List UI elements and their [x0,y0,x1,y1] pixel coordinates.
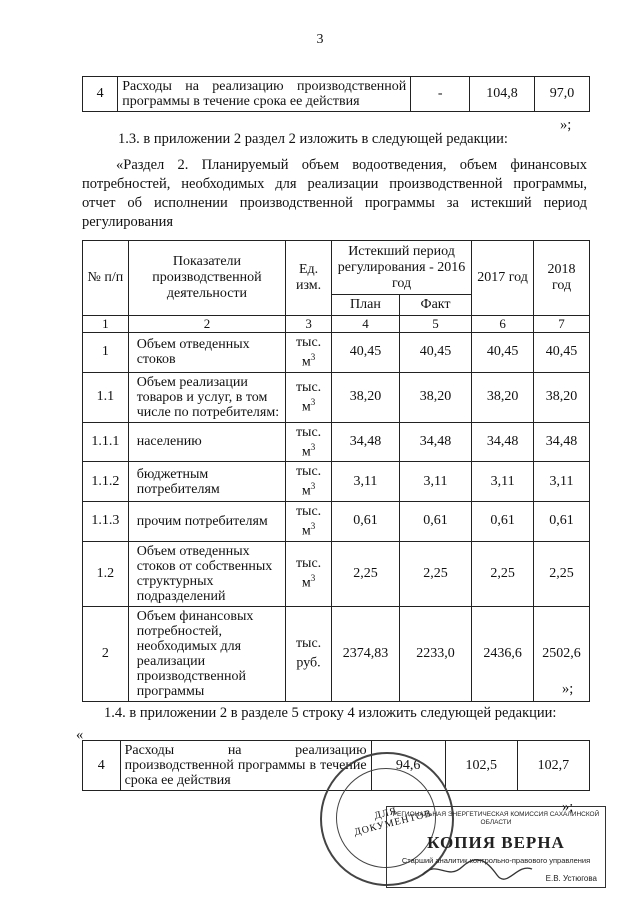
table-row [83,462,590,502]
header-plan: План [331,295,399,316]
col-number: 7 [534,316,590,333]
cell-value: 94,6 [371,741,445,791]
table-header-row [83,241,590,295]
item-1-3: 1.3. в приложении 2 раздел 2 изложить в следующей редакции: [118,131,508,147]
table-row [83,372,590,422]
quote-close: »; [562,681,574,697]
unit-text: тыс. м [295,335,322,370]
row-name: бюджетным потребителям [128,462,285,502]
quote-close: »; [562,799,574,815]
table-row [83,333,590,373]
cell-2018: 0,61 [534,501,590,541]
stamp-title: КОПИЯ ВЕРНА [427,833,565,852]
section-text: «Раздел 2. Планируемый объем водоотведения, объем финансовых потребностей, необходимых для реализации производственной программы, отчет об исполнении производственной программы за истекший период регулирования [82,157,587,230]
page-number: 3 [316,32,324,47]
cell-plan: 2374,83 [331,606,399,701]
unit-superscript: 3 [310,520,316,531]
table-row [83,606,590,701]
unit-text: тыс. м [295,503,322,539]
unit-superscript: 3 [310,573,316,584]
row-number: 1 [83,333,129,373]
col-number: 6 [472,316,534,333]
row-unit [286,462,332,502]
quote-open: « [76,727,84,743]
table-row [83,422,590,462]
cell-2017: 38,20 [472,372,534,422]
row-name: населению [128,422,285,462]
cell-2017: 40,45 [472,333,534,373]
row-number: 1.1.1 [83,422,129,462]
cell-2018: 3,11 [534,462,590,502]
cell-plan: 34,48 [331,422,399,462]
row-unit [286,333,332,373]
row-unit [286,606,332,701]
row-number: 1.1.3 [83,501,129,541]
header-2018: 2018 год [534,241,590,316]
table-row [83,77,590,112]
header-name: Показатели производственной деятельности [128,241,285,316]
row-number: 1.1.2 [83,462,129,502]
col-number: 2 [128,316,285,333]
cell-value: 97,0 [534,77,589,112]
row-unit [286,501,332,541]
unit-text: тыс. м [295,379,322,415]
row-number: 1.2 [83,541,129,606]
column-numbers-row [83,316,590,333]
unit-text: тыс. м [295,464,322,499]
header-2017: 2017 год [472,241,534,316]
row-unit [286,541,332,606]
col-number: 4 [331,316,399,333]
cell-2017: 0,61 [472,501,534,541]
cell-2017: 2436,6 [472,606,534,701]
row-name: прочим потребителям [128,501,285,541]
row-name: Объем отведенных стоков [128,333,285,373]
header-period: Истекший период регулирования - 2016 год [331,241,471,295]
signature-icon [417,857,537,883]
row-number: 4 [83,77,118,112]
table-row [83,541,590,606]
cell-value: 102,5 [445,741,517,791]
row-name: Расходы на реализацию производственной программы в течение срока ее действия [118,77,411,112]
unit-superscript: 3 [310,352,316,362]
table-row [83,501,590,541]
row-name: Объем отведенных стоков от собственных структурных подразделений [128,541,285,606]
top-table [82,76,590,112]
stamp-position: Старший аналитик контрольно-правового управления [401,856,591,865]
cell-fact: 38,20 [399,372,471,422]
unit-superscript: 3 [310,481,316,492]
item-1-4: 1.4. в приложении 2 в разделе 5 строку 4 изложить следующей редакции: [104,705,557,721]
quote-close: »; [560,117,572,133]
stamp-name: Е.В. Устюгова [545,874,597,883]
unit-text: тыс. м [295,556,322,591]
cell-fact: 0,61 [399,501,471,541]
unit-superscript: 3 [310,441,316,452]
row-name: Объем реализации товаров и услуг, в том числе по потребителям: [128,372,285,422]
cell-plan: 3,11 [331,462,399,502]
cell-value: - [411,77,470,112]
cell-2017: 3,11 [472,462,534,502]
copy-stamp [386,806,606,888]
header-unit: Ед. изм. [286,241,332,316]
cell-2018: 40,45 [534,333,590,373]
col-number: 5 [399,316,471,333]
cell-fact: 2233,0 [399,606,471,701]
unit-text: тыс. м [295,424,322,460]
main-table [82,240,590,702]
cell-2017: 2,25 [472,541,534,606]
col-number: 3 [286,316,332,333]
cell-2018: 2502,6 [534,606,590,701]
cell-fact: 3,11 [399,462,471,502]
row-number: 4 [83,741,121,791]
cell-plan: 38,20 [331,372,399,422]
cell-2018: 38,20 [534,372,590,422]
cell-fact: 34,48 [399,422,471,462]
row-unit [286,422,332,462]
cell-plan: 40,45 [331,333,399,373]
row-name: Объем финансовых потребностей, необходимых для реализации производственной программы [128,606,285,701]
row-number: 2 [83,606,129,701]
cell-2018: 2,25 [534,541,590,606]
unit-text: тыс. руб. [295,636,322,671]
header-no: № п/п [83,241,129,316]
stamp-org: РЕГИОНАЛЬНАЯ ЭНЕРГЕТИЧЕСКАЯ КОМИССИЯ САХАЛИНСКОЙ ОБЛАСТИ [392,811,600,826]
row-unit [286,372,332,422]
seal-text: ДЛЯ ДОКУМЕНТОВ [353,805,434,839]
cell-plan: 0,61 [331,501,399,541]
cell-2017: 34,48 [472,422,534,462]
cell-fact: 40,45 [399,333,471,373]
row-number: 1.1 [83,372,129,422]
cell-value: 102,7 [517,741,589,791]
row-name: Расходы на реализацию производственной программы в течение срока ее действия [120,741,371,791]
cell-plan: 2,25 [331,541,399,606]
cell-2018: 34,48 [534,422,590,462]
main-table-body [83,333,590,702]
header-fact: Факт [399,295,471,316]
col-number: 1 [83,316,129,333]
cell-value: 104,8 [470,77,535,112]
cell-fact: 2,25 [399,541,471,606]
unit-superscript: 3 [310,396,316,407]
